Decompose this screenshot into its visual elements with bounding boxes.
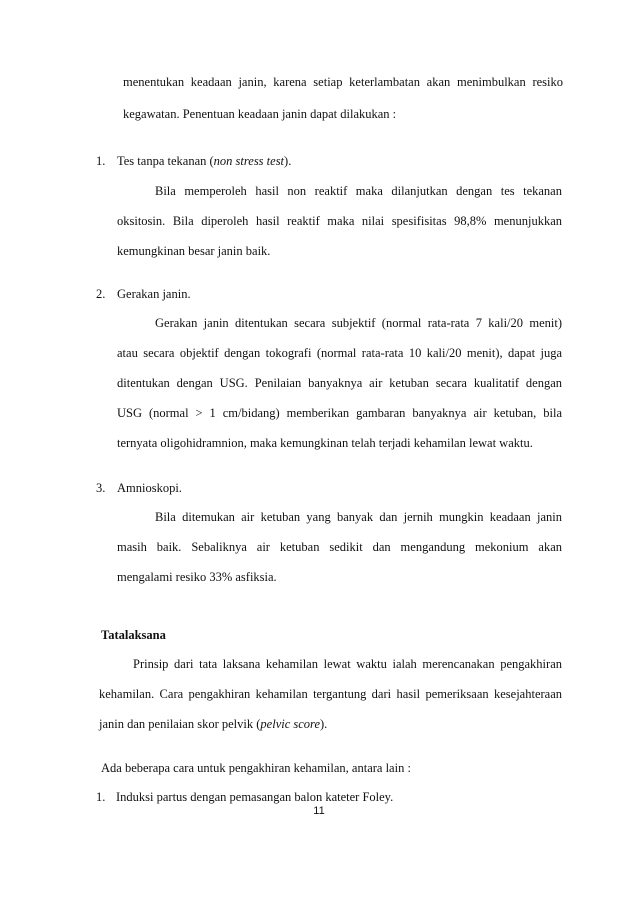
- item-2-line-5: ternyata oligohidramnion, maka kemungkinan telah terjadi kehamilan lewat waktu.: [117, 436, 533, 450]
- item-2-line-4: USG (normal > 1 cm/bidang) memberikan gambaran banyaknya air ketuban, bila: [117, 406, 562, 420]
- section-p1-line-1: Prinsip dari tata laksana kehamilan lewat waktu ialah merencanakan pengakhiran: [133, 657, 562, 671]
- item-3-line-3: mengalami resiko 33% asfiksia.: [117, 570, 277, 584]
- item-1-line-2: oksitosin. Bila diperoleh hasil reaktif maka nilai spesifisitas 98,8% menunjukkan: [117, 214, 562, 228]
- section-p1-line-3-end: ).: [320, 717, 328, 731]
- section-p1-line-3-text: janin dan penilaian skor pelvik (: [99, 717, 261, 731]
- item-3-line-2: masih baik. Sebaliknya air ketuban sedikit dan mengandung mekonium akan: [117, 540, 562, 554]
- page-number: 11: [313, 805, 325, 817]
- item-1-line-1: Bila memperoleh hasil non reaktif maka dilanjutkan dengan tes tekanan: [155, 184, 562, 198]
- item-1-title-italic: non stress test: [213, 154, 285, 168]
- item-2-line-2: atau secara objektif dengan tokografi (normal rata-rata 10 kali/20 menit), dapat juga: [117, 346, 562, 360]
- item-3-number: 3.: [96, 481, 106, 495]
- section-p1-line-3-italic: pelvic score: [260, 717, 320, 731]
- item-1-title: [117, 153, 291, 169]
- item-3-title: Amnioskopi.: [117, 481, 182, 495]
- item-1-title-end: ).: [284, 154, 292, 168]
- section-p1-line-2: kehamilan. Cara pengakhiran kehamilan tergantung dari hasil pemeriksaan kesejahteraan: [99, 687, 562, 701]
- section-heading: Tatalaksana: [101, 628, 166, 642]
- section-p1-line-3: [99, 716, 327, 732]
- item-2-line-3: ditentukan dengan USG. Penilaian banyaknya air ketuban secara kualitatif dengan: [117, 376, 562, 390]
- section-p2: Ada beberapa cara untuk pengakhiran kehamilan, antara lain :: [101, 761, 411, 775]
- item-1-title-text: Tes tanpa tekanan (: [117, 154, 214, 168]
- intro-line-2: kegawatan. Penentuan keadaan janin dapat dilakukan :: [123, 107, 397, 121]
- item-2-number: 2.: [96, 287, 106, 301]
- intro-line-1: menentukan keadaan janin, karena setiap keterlambatan akan menimbulkan resiko: [123, 75, 563, 89]
- item-3-line-1: Bila ditemukan air ketuban yang banyak dan jernih mungkin keadaan janin: [155, 510, 562, 524]
- item-2-title: Gerakan janin.: [117, 287, 191, 301]
- item-1-number: 1.: [96, 154, 106, 168]
- item-2-line-1: Gerakan janin ditentukan secara subjektif (normal rata-rata 7 kali/20 menit): [155, 316, 562, 330]
- section-list-number: 1.: [96, 790, 106, 804]
- item-1-line-3: kemungkinan besar janin baik.: [117, 244, 271, 258]
- section-list-item: Induksi partus dengan pemasangan balon kateter Foley.: [116, 790, 394, 804]
